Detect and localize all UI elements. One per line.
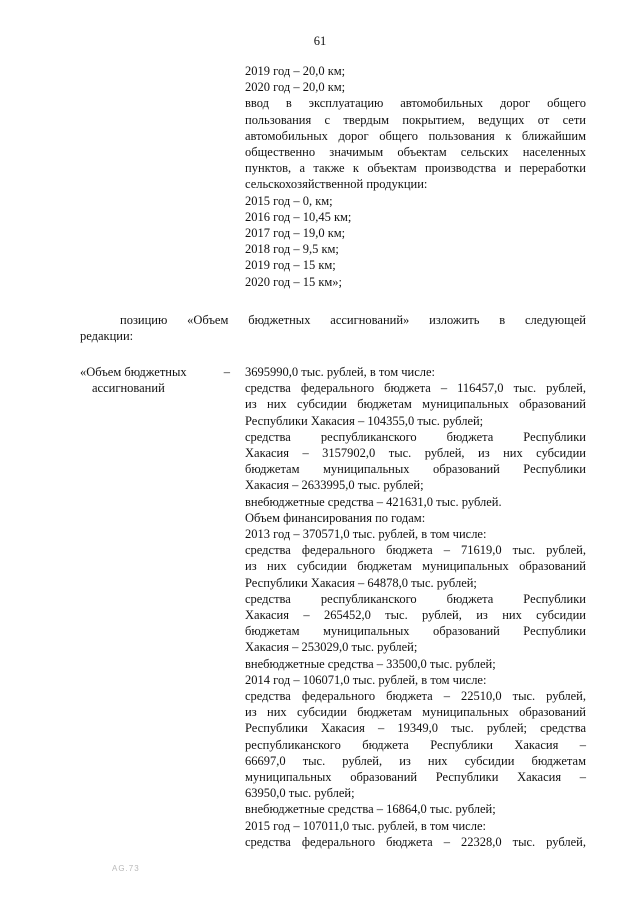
text-line: автомобильных дорог общего пользования к ближайшим bbox=[245, 128, 586, 143]
text-line: внебюджетные средства – 16864,0 тыс. рублей; bbox=[245, 802, 496, 817]
text-line: 2014 год – 106071,0 тыс. рублей, в том числе: bbox=[245, 672, 487, 687]
text-line: 3695990,0 тыс. рублей, в том числе: bbox=[245, 365, 436, 379]
text-line: Республики Хакасия – 104355,0 тыс. рублей; bbox=[245, 413, 484, 428]
page-number: 61 bbox=[313, 34, 327, 48]
text-line: 2017 год – 19,0 км; bbox=[245, 226, 346, 241]
text-line: внебюджетные средства – 421631,0 тыс. рублей. bbox=[245, 494, 502, 509]
text-line: средства республиканского бюджета Республики bbox=[245, 591, 586, 606]
text-line: 2019 год – 15 км; bbox=[245, 258, 336, 273]
top-block bbox=[245, 63, 586, 290]
stamp-mark: AG.73 bbox=[112, 864, 140, 873]
text-line: Республики Хакасия – 64878,0 тыс. рублей; bbox=[245, 575, 477, 590]
position-word: в bbox=[499, 313, 506, 327]
text-line: 2018 год – 9,5 км; bbox=[245, 242, 339, 257]
budget-label-text: «Объем бюджетных bbox=[80, 365, 187, 379]
text-line: республиканского бюджета Республики Хакасия – bbox=[245, 737, 586, 752]
text-line: ввод в эксплуатацию автомобильных дорог общего bbox=[245, 96, 586, 111]
text-line: 2020 год – 20,0 км; bbox=[245, 80, 346, 95]
main-block bbox=[245, 364, 586, 850]
text-line: 2016 год – 10,45 км; bbox=[245, 209, 352, 224]
budget-label-dash: – bbox=[223, 365, 230, 379]
position-line bbox=[80, 312, 586, 344]
text-line: муниципальных образований Республики Хакасия – bbox=[245, 770, 586, 785]
position-word: бюджетных bbox=[248, 313, 311, 327]
position-line-words bbox=[120, 312, 586, 328]
text-line: Республики Хакасия – 19349,0 тыс. рублей; средства bbox=[245, 721, 586, 736]
position-line-continuation: редакции: bbox=[80, 329, 134, 344]
text-line: внебюджетные средства – 33500,0 тыс. рублей; bbox=[245, 656, 496, 671]
text-line: бюджетам муниципальных образований Республики bbox=[245, 624, 586, 639]
position-word: позицию bbox=[120, 313, 168, 327]
text-line: 63950,0 тыс. рублей; bbox=[245, 786, 355, 801]
position-word: ассигнований» bbox=[330, 313, 410, 327]
text-line: 2013 год – 370571,0 тыс. рублей, в том числе: bbox=[245, 527, 487, 542]
text-line: из них субсидии бюджетам муниципальных образований bbox=[245, 705, 586, 720]
text-line: 2020 год – 15 км»; bbox=[245, 274, 343, 289]
text-line: средства федерального бюджета – 71619,0 тыс. рублей, bbox=[245, 543, 586, 558]
text-line: из них субсидии бюджетам муниципальных образований bbox=[245, 397, 586, 412]
text-line: пунктов, а также к объектам производства и переработки bbox=[245, 161, 586, 176]
text-line: сельскохозяйственной продукции: bbox=[245, 177, 428, 192]
text-line: Хакасия – 2633995,0 тыс. рублей; bbox=[245, 478, 424, 493]
budget-label-line1 bbox=[80, 364, 230, 380]
text-line: пользования с твердым покрытием, ведущих от сети bbox=[245, 112, 586, 127]
text-line: средства федерального бюджета – 22510,0 тыс. рублей, bbox=[245, 689, 586, 704]
budget-label-line2: ассигнований bbox=[92, 381, 165, 396]
text-line: средства федерального бюджета – 22328,0 тыс. рублей, bbox=[245, 834, 586, 849]
text-line: Объем финансирования по годам: bbox=[245, 510, 426, 525]
budget-label bbox=[80, 364, 230, 396]
text-line: 2019 год – 20,0 км; bbox=[245, 64, 346, 78]
position-word: следующей bbox=[524, 313, 586, 327]
text-line: из них субсидии бюджетам муниципальных образований bbox=[245, 559, 586, 574]
position-word: «Объем bbox=[187, 313, 229, 327]
text-line: 66697,0 тыс. рублей, из них субсидии бюджетам bbox=[245, 753, 586, 768]
text-line: средства республиканского бюджета Республики bbox=[245, 429, 586, 444]
text-line: средства федерального бюджета – 116457,0 тыс. рублей, bbox=[245, 381, 586, 396]
position-word: изложить bbox=[429, 313, 480, 327]
text-line: 2015 год – 0, км; bbox=[245, 193, 333, 208]
text-line: общественно значимым объектам сельских населенных bbox=[245, 145, 586, 160]
text-line: Хакасия – 265452,0 тыс. рублей, из них субсидии bbox=[245, 608, 586, 623]
text-line: бюджетам муниципальных образований Республики bbox=[245, 462, 586, 477]
text-line: Хакасия – 253029,0 тыс. рублей; bbox=[245, 640, 418, 655]
text-line: 2015 год – 107011,0 тыс. рублей, в том числе: bbox=[245, 818, 486, 833]
text-line: Хакасия – 3157902,0 тыс. рублей, из них субсидии bbox=[245, 446, 586, 461]
